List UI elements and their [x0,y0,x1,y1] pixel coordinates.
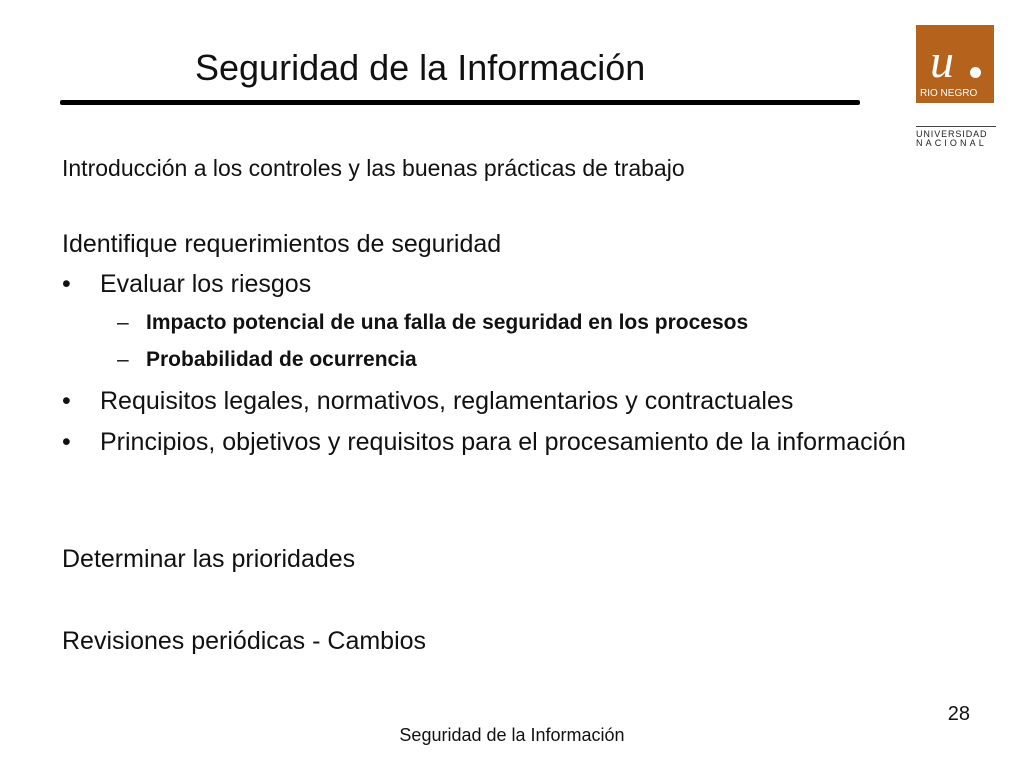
title-underline [60,100,860,105]
section-heading-requirements: Identifique requerimientos de seguridad [62,230,502,258]
bullet-marker: • [62,270,71,298]
bullet-item: Principios, objetivos y requisitos para el procesamiento de la información [100,428,906,456]
logo-dot [970,67,981,78]
sub-bullet-marker: – [117,311,129,334]
sub-bullet-item: Impacto potencial de una falla de seguridad en los procesos [146,311,749,334]
bullet-item: Evaluar los riesgos [100,270,312,298]
bullet-marker: • [62,387,71,415]
page-number: 28 [947,703,970,725]
logo-text-universidad: UNIVERSIDAD [916,126,996,139]
section-heading-priorities: Determinar las prioridades [62,545,356,573]
logo-text-nacional: NACIONAL [916,138,987,148]
section-heading-reviews: Revisiones periódicas - Cambios [62,627,427,655]
bullet-marker: • [62,428,71,456]
sub-bullet-item: Probabilidad de ocurrencia [146,348,417,371]
logo-place: RIO NEGRO [920,88,978,99]
footer-text: Seguridad de la Información [399,725,625,745]
logo-mark: u [930,35,954,88]
university-logo [916,25,994,103]
slide-title: Seguridad de la Información [195,47,646,88]
bullet-item: Requisitos legales, normativos, reglamentarios y contractuales [100,387,794,415]
intro-text: Introducción a los controles y las buenas prácticas de trabajo [62,155,685,181]
sub-bullet-marker: – [117,348,129,371]
